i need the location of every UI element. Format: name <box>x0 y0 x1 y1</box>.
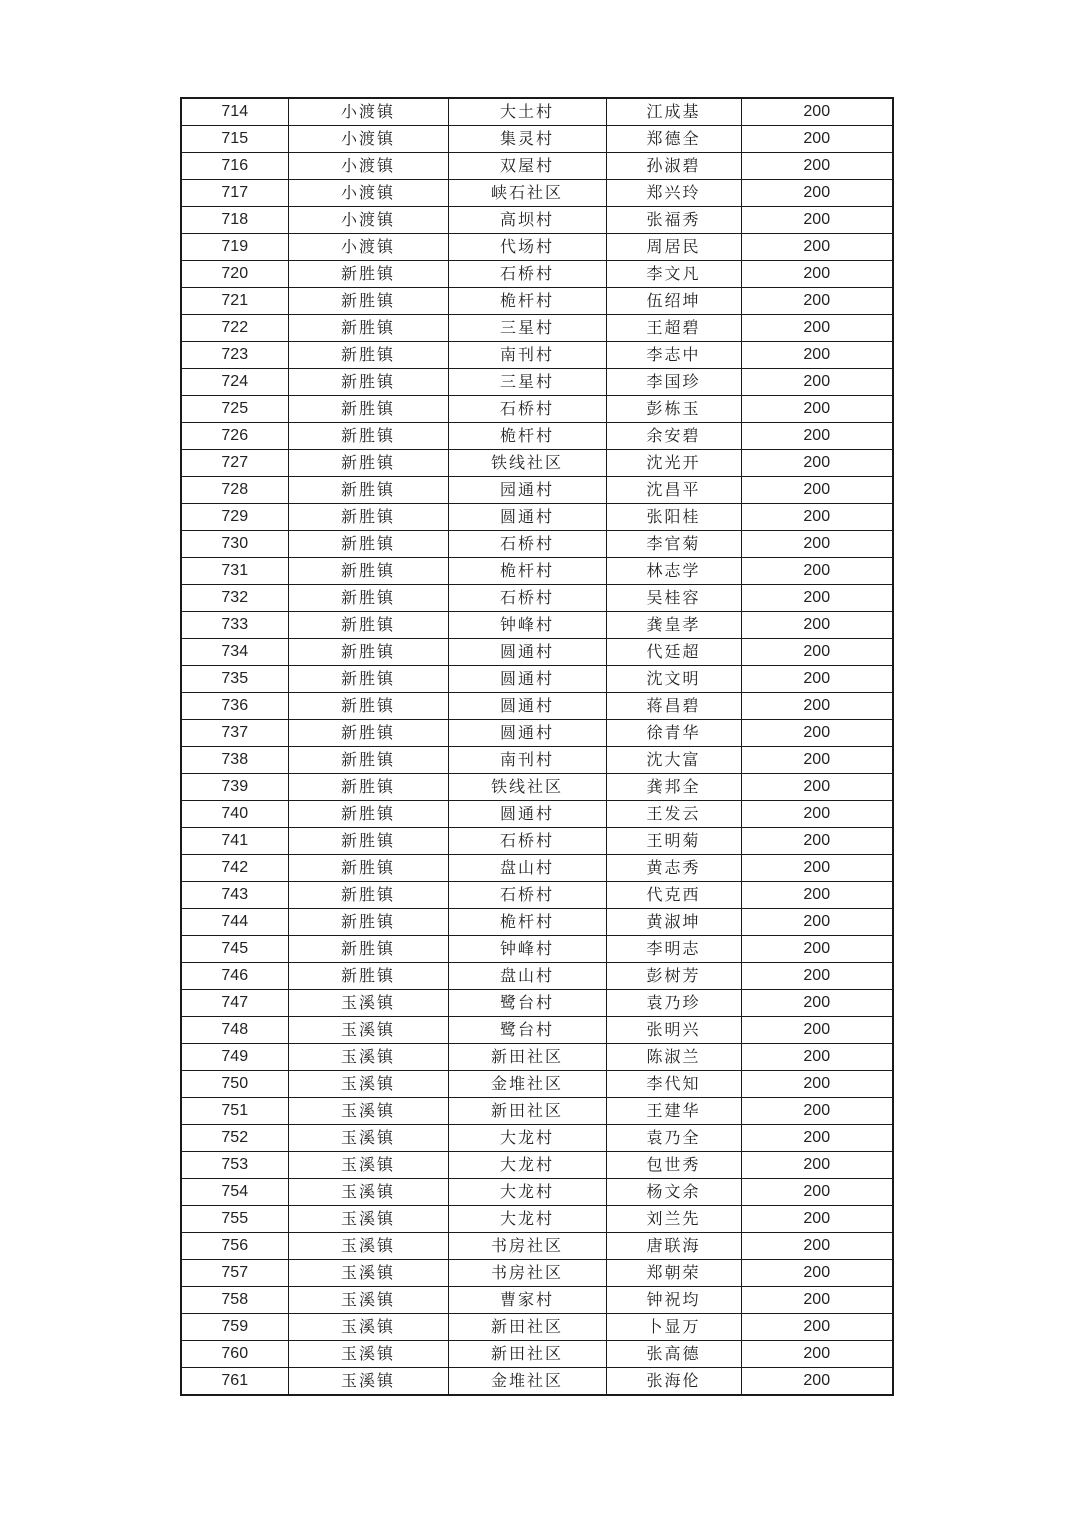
town-cell: 新胜镇 <box>288 801 448 828</box>
town-cell: 新胜镇 <box>288 531 448 558</box>
amount-cell: 200 <box>741 234 893 261</box>
village-cell: 桅杆村 <box>448 909 606 936</box>
amount-cell: 200 <box>741 1206 893 1233</box>
name-cell: 伍绍坤 <box>606 288 741 315</box>
name-cell: 李官菊 <box>606 531 741 558</box>
name-cell: 包世秀 <box>606 1152 741 1179</box>
town-cell: 新胜镇 <box>288 477 448 504</box>
town-cell: 玉溪镇 <box>288 1152 448 1179</box>
name-cell: 王明菊 <box>606 828 741 855</box>
name-cell: 沈大富 <box>606 747 741 774</box>
name-cell: 张高德 <box>606 1341 741 1368</box>
town-cell: 新胜镇 <box>288 639 448 666</box>
serial-number-cell: 760 <box>181 1341 288 1368</box>
amount-cell: 200 <box>741 98 893 126</box>
town-cell: 新胜镇 <box>288 558 448 585</box>
serial-number-cell: 719 <box>181 234 288 261</box>
table-row <box>181 288 893 315</box>
table-row <box>181 666 893 693</box>
table-row <box>181 1179 893 1206</box>
village-cell: 三星村 <box>448 315 606 342</box>
town-cell: 小渡镇 <box>288 126 448 153</box>
name-cell: 黄淑坤 <box>606 909 741 936</box>
town-cell: 玉溪镇 <box>288 1071 448 1098</box>
serial-number-cell: 739 <box>181 774 288 801</box>
amount-cell: 200 <box>741 801 893 828</box>
amount-cell: 200 <box>741 450 893 477</box>
village-cell: 圆通村 <box>448 801 606 828</box>
serial-number-cell: 761 <box>181 1368 288 1396</box>
serial-number-cell: 756 <box>181 1233 288 1260</box>
serial-number-cell: 753 <box>181 1152 288 1179</box>
name-cell: 袁乃全 <box>606 1125 741 1152</box>
serial-number-cell: 729 <box>181 504 288 531</box>
table-row <box>181 98 893 126</box>
serial-number-cell: 747 <box>181 990 288 1017</box>
town-cell: 新胜镇 <box>288 693 448 720</box>
serial-number-cell: 726 <box>181 423 288 450</box>
village-cell: 桅杆村 <box>448 558 606 585</box>
town-cell: 新胜镇 <box>288 855 448 882</box>
name-cell: 杨文余 <box>606 1179 741 1206</box>
amount-cell: 200 <box>741 1017 893 1044</box>
serial-number-cell: 745 <box>181 936 288 963</box>
name-cell: 代廷超 <box>606 639 741 666</box>
town-cell: 新胜镇 <box>288 288 448 315</box>
table-row <box>181 1314 893 1341</box>
amount-cell: 200 <box>741 1341 893 1368</box>
village-cell: 石桥村 <box>448 585 606 612</box>
serial-number-cell: 755 <box>181 1206 288 1233</box>
village-cell: 钟峰村 <box>448 936 606 963</box>
serial-number-cell: 733 <box>181 612 288 639</box>
town-cell: 玉溪镇 <box>288 1287 448 1314</box>
town-cell: 新胜镇 <box>288 315 448 342</box>
amount-cell: 200 <box>741 288 893 315</box>
name-cell: 郑朝荣 <box>606 1260 741 1287</box>
town-cell: 新胜镇 <box>288 423 448 450</box>
name-cell: 沈光开 <box>606 450 741 477</box>
name-cell: 孙淑碧 <box>606 153 741 180</box>
town-cell: 新胜镇 <box>288 963 448 990</box>
name-cell: 李志中 <box>606 342 741 369</box>
serial-number-cell: 749 <box>181 1044 288 1071</box>
serial-number-cell: 751 <box>181 1098 288 1125</box>
village-cell: 高坝村 <box>448 207 606 234</box>
name-cell: 龚邦全 <box>606 774 741 801</box>
amount-cell: 200 <box>741 477 893 504</box>
table-row <box>181 1017 893 1044</box>
name-cell: 徐青华 <box>606 720 741 747</box>
village-cell: 圆通村 <box>448 504 606 531</box>
village-cell: 圆通村 <box>448 666 606 693</box>
table-row <box>181 342 893 369</box>
serial-number-cell: 727 <box>181 450 288 477</box>
town-cell: 玉溪镇 <box>288 990 448 1017</box>
table-body <box>181 98 893 1395</box>
serial-number-cell: 717 <box>181 180 288 207</box>
name-cell: 黄志秀 <box>606 855 741 882</box>
village-cell: 新田社区 <box>448 1341 606 1368</box>
village-cell: 南刊村 <box>448 747 606 774</box>
amount-cell: 200 <box>741 504 893 531</box>
name-cell: 沈昌平 <box>606 477 741 504</box>
amount-cell: 200 <box>741 261 893 288</box>
serial-number-cell: 723 <box>181 342 288 369</box>
name-cell: 王超碧 <box>606 315 741 342</box>
serial-number-cell: 738 <box>181 747 288 774</box>
serial-number-cell: 741 <box>181 828 288 855</box>
town-cell: 玉溪镇 <box>288 1314 448 1341</box>
table-row <box>181 396 893 423</box>
name-cell: 王建华 <box>606 1098 741 1125</box>
name-cell: 王发云 <box>606 801 741 828</box>
village-cell: 桅杆村 <box>448 288 606 315</box>
town-cell: 新胜镇 <box>288 774 448 801</box>
town-cell: 新胜镇 <box>288 828 448 855</box>
table-row <box>181 720 893 747</box>
table-row <box>181 1206 893 1233</box>
table-row <box>181 936 893 963</box>
amount-cell: 200 <box>741 666 893 693</box>
amount-cell: 200 <box>741 153 893 180</box>
subsidy-table <box>180 97 894 1396</box>
town-cell: 小渡镇 <box>288 207 448 234</box>
amount-cell: 200 <box>741 882 893 909</box>
table-row <box>181 828 893 855</box>
town-cell: 新胜镇 <box>288 369 448 396</box>
serial-number-cell: 715 <box>181 126 288 153</box>
town-cell: 玉溪镇 <box>288 1098 448 1125</box>
name-cell: 江成基 <box>606 98 741 126</box>
name-cell: 李明志 <box>606 936 741 963</box>
town-cell: 新胜镇 <box>288 396 448 423</box>
table-row <box>181 1341 893 1368</box>
name-cell: 李代知 <box>606 1071 741 1098</box>
town-cell: 新胜镇 <box>288 666 448 693</box>
name-cell: 郑兴玲 <box>606 180 741 207</box>
village-cell: 三星村 <box>448 369 606 396</box>
name-cell: 张明兴 <box>606 1017 741 1044</box>
name-cell: 周居民 <box>606 234 741 261</box>
village-cell: 圆通村 <box>448 693 606 720</box>
serial-number-cell: 743 <box>181 882 288 909</box>
name-cell: 吴桂容 <box>606 585 741 612</box>
town-cell: 玉溪镇 <box>288 1368 448 1396</box>
name-cell: 林志学 <box>606 558 741 585</box>
name-cell: 李国珍 <box>606 369 741 396</box>
serial-number-cell: 716 <box>181 153 288 180</box>
amount-cell: 200 <box>741 369 893 396</box>
town-cell: 新胜镇 <box>288 261 448 288</box>
village-cell: 集灵村 <box>448 126 606 153</box>
village-cell: 大龙村 <box>448 1206 606 1233</box>
village-cell: 双屋村 <box>448 153 606 180</box>
amount-cell: 200 <box>741 693 893 720</box>
village-cell: 石桥村 <box>448 882 606 909</box>
name-cell: 李文凡 <box>606 261 741 288</box>
village-cell: 大龙村 <box>448 1152 606 1179</box>
table-row <box>181 855 893 882</box>
village-cell: 代场村 <box>448 234 606 261</box>
village-cell: 石桥村 <box>448 531 606 558</box>
amount-cell: 200 <box>741 531 893 558</box>
serial-number-cell: 722 <box>181 315 288 342</box>
amount-cell: 200 <box>741 1098 893 1125</box>
town-cell: 小渡镇 <box>288 153 448 180</box>
town-cell: 玉溪镇 <box>288 1341 448 1368</box>
village-cell: 石桥村 <box>448 828 606 855</box>
village-cell: 金堆社区 <box>448 1071 606 1098</box>
town-cell: 小渡镇 <box>288 98 448 126</box>
town-cell: 新胜镇 <box>288 504 448 531</box>
serial-number-cell: 724 <box>181 369 288 396</box>
serial-number-cell: 750 <box>181 1071 288 1098</box>
serial-number-cell: 730 <box>181 531 288 558</box>
name-cell: 张海伦 <box>606 1368 741 1396</box>
serial-number-cell: 714 <box>181 98 288 126</box>
amount-cell: 200 <box>741 1368 893 1396</box>
amount-cell: 200 <box>741 909 893 936</box>
table-row <box>181 612 893 639</box>
town-cell: 新胜镇 <box>288 612 448 639</box>
village-cell: 铁线社区 <box>448 774 606 801</box>
serial-number-cell: 748 <box>181 1017 288 1044</box>
amount-cell: 200 <box>741 1179 893 1206</box>
name-cell: 蒋昌碧 <box>606 693 741 720</box>
serial-number-cell: 759 <box>181 1314 288 1341</box>
village-cell: 新田社区 <box>448 1314 606 1341</box>
amount-cell: 200 <box>741 774 893 801</box>
serial-number-cell: 721 <box>181 288 288 315</box>
village-cell: 钟峰村 <box>448 612 606 639</box>
amount-cell: 200 <box>741 585 893 612</box>
amount-cell: 200 <box>741 639 893 666</box>
amount-cell: 200 <box>741 720 893 747</box>
village-cell: 盘山村 <box>448 855 606 882</box>
table-row <box>181 747 893 774</box>
serial-number-cell: 740 <box>181 801 288 828</box>
table-row <box>181 477 893 504</box>
amount-cell: 200 <box>741 396 893 423</box>
name-cell: 陈淑兰 <box>606 1044 741 1071</box>
table-row <box>181 153 893 180</box>
village-cell: 大龙村 <box>448 1179 606 1206</box>
serial-number-cell: 754 <box>181 1179 288 1206</box>
town-cell: 玉溪镇 <box>288 1125 448 1152</box>
village-cell: 金堆社区 <box>448 1368 606 1396</box>
village-cell: 大土村 <box>448 98 606 126</box>
table-row <box>181 1098 893 1125</box>
village-cell: 铁线社区 <box>448 450 606 477</box>
table-row <box>181 1152 893 1179</box>
name-cell: 袁乃珍 <box>606 990 741 1017</box>
table-row <box>181 882 893 909</box>
amount-cell: 200 <box>741 207 893 234</box>
town-cell: 新胜镇 <box>288 720 448 747</box>
village-cell: 盘山村 <box>448 963 606 990</box>
amount-cell: 200 <box>741 423 893 450</box>
serial-number-cell: 734 <box>181 639 288 666</box>
table-row <box>181 1071 893 1098</box>
town-cell: 新胜镇 <box>288 909 448 936</box>
table-row <box>181 963 893 990</box>
village-cell: 桅杆村 <box>448 423 606 450</box>
town-cell: 玉溪镇 <box>288 1206 448 1233</box>
village-cell: 鹭台村 <box>448 1017 606 1044</box>
name-cell: 代克西 <box>606 882 741 909</box>
town-cell: 新胜镇 <box>288 936 448 963</box>
amount-cell: 200 <box>741 558 893 585</box>
table-row <box>181 369 893 396</box>
name-cell: 钟祝均 <box>606 1287 741 1314</box>
name-cell: 龚皇孝 <box>606 612 741 639</box>
serial-number-cell: 737 <box>181 720 288 747</box>
table-row <box>181 261 893 288</box>
table-row <box>181 234 893 261</box>
table-row <box>181 1260 893 1287</box>
serial-number-cell: 725 <box>181 396 288 423</box>
town-cell: 小渡镇 <box>288 234 448 261</box>
town-cell: 玉溪镇 <box>288 1260 448 1287</box>
table-row <box>181 990 893 1017</box>
table-row <box>181 558 893 585</box>
amount-cell: 200 <box>741 612 893 639</box>
table-row <box>181 1233 893 1260</box>
village-cell: 石桥村 <box>448 261 606 288</box>
village-cell: 新田社区 <box>448 1044 606 1071</box>
village-cell: 书房社区 <box>448 1233 606 1260</box>
village-cell: 南刊村 <box>448 342 606 369</box>
amount-cell: 200 <box>741 315 893 342</box>
village-cell: 圆通村 <box>448 639 606 666</box>
name-cell: 张阳桂 <box>606 504 741 531</box>
town-cell: 玉溪镇 <box>288 1044 448 1071</box>
serial-number-cell: 732 <box>181 585 288 612</box>
table-row <box>181 585 893 612</box>
table-row <box>181 423 893 450</box>
table-row <box>181 693 893 720</box>
serial-number-cell: 742 <box>181 855 288 882</box>
table-row <box>181 504 893 531</box>
table-row <box>181 639 893 666</box>
serial-number-cell: 757 <box>181 1260 288 1287</box>
serial-number-cell: 736 <box>181 693 288 720</box>
name-cell: 唐联海 <box>606 1233 741 1260</box>
name-cell: 张福秀 <box>606 207 741 234</box>
table-row <box>181 1044 893 1071</box>
village-cell: 园通村 <box>448 477 606 504</box>
amount-cell: 200 <box>741 855 893 882</box>
table-row <box>181 450 893 477</box>
town-cell: 玉溪镇 <box>288 1233 448 1260</box>
serial-number-cell: 718 <box>181 207 288 234</box>
table-row <box>181 1125 893 1152</box>
serial-number-cell: 744 <box>181 909 288 936</box>
amount-cell: 200 <box>741 828 893 855</box>
town-cell: 玉溪镇 <box>288 1017 448 1044</box>
table-row <box>181 126 893 153</box>
village-cell: 峡石社区 <box>448 180 606 207</box>
town-cell: 新胜镇 <box>288 450 448 477</box>
town-cell: 玉溪镇 <box>288 1179 448 1206</box>
town-cell: 新胜镇 <box>288 747 448 774</box>
amount-cell: 200 <box>741 1314 893 1341</box>
amount-cell: 200 <box>741 126 893 153</box>
village-cell: 石桥村 <box>448 396 606 423</box>
table-row <box>181 180 893 207</box>
table-row <box>181 1287 893 1314</box>
serial-number-cell: 746 <box>181 963 288 990</box>
table-row <box>181 315 893 342</box>
serial-number-cell: 731 <box>181 558 288 585</box>
town-cell: 新胜镇 <box>288 342 448 369</box>
amount-cell: 200 <box>741 1152 893 1179</box>
amount-cell: 200 <box>741 1260 893 1287</box>
village-cell: 曹家村 <box>448 1287 606 1314</box>
amount-cell: 200 <box>741 1233 893 1260</box>
table-row <box>181 207 893 234</box>
name-cell: 刘兰先 <box>606 1206 741 1233</box>
serial-number-cell: 752 <box>181 1125 288 1152</box>
table-row <box>181 1368 893 1396</box>
town-cell: 小渡镇 <box>288 180 448 207</box>
village-cell: 新田社区 <box>448 1098 606 1125</box>
serial-number-cell: 720 <box>181 261 288 288</box>
table-row <box>181 801 893 828</box>
name-cell: 彭树芳 <box>606 963 741 990</box>
amount-cell: 200 <box>741 342 893 369</box>
town-cell: 新胜镇 <box>288 585 448 612</box>
amount-cell: 200 <box>741 1287 893 1314</box>
table-row <box>181 909 893 936</box>
town-cell: 新胜镇 <box>288 882 448 909</box>
table-row <box>181 531 893 558</box>
name-cell: 郑德全 <box>606 126 741 153</box>
serial-number-cell: 735 <box>181 666 288 693</box>
amount-cell: 200 <box>741 963 893 990</box>
name-cell: 彭栋玉 <box>606 396 741 423</box>
serial-number-cell: 728 <box>181 477 288 504</box>
name-cell: 余安碧 <box>606 423 741 450</box>
village-cell: 鹭台村 <box>448 990 606 1017</box>
amount-cell: 200 <box>741 1125 893 1152</box>
amount-cell: 200 <box>741 990 893 1017</box>
village-cell: 大龙村 <box>448 1125 606 1152</box>
village-cell: 圆通村 <box>448 720 606 747</box>
amount-cell: 200 <box>741 180 893 207</box>
amount-cell: 200 <box>741 1044 893 1071</box>
serial-number-cell: 758 <box>181 1287 288 1314</box>
village-cell: 书房社区 <box>448 1260 606 1287</box>
amount-cell: 200 <box>741 1071 893 1098</box>
name-cell: 沈文明 <box>606 666 741 693</box>
amount-cell: 200 <box>741 936 893 963</box>
name-cell: 卜显万 <box>606 1314 741 1341</box>
amount-cell: 200 <box>741 747 893 774</box>
table-row <box>181 774 893 801</box>
